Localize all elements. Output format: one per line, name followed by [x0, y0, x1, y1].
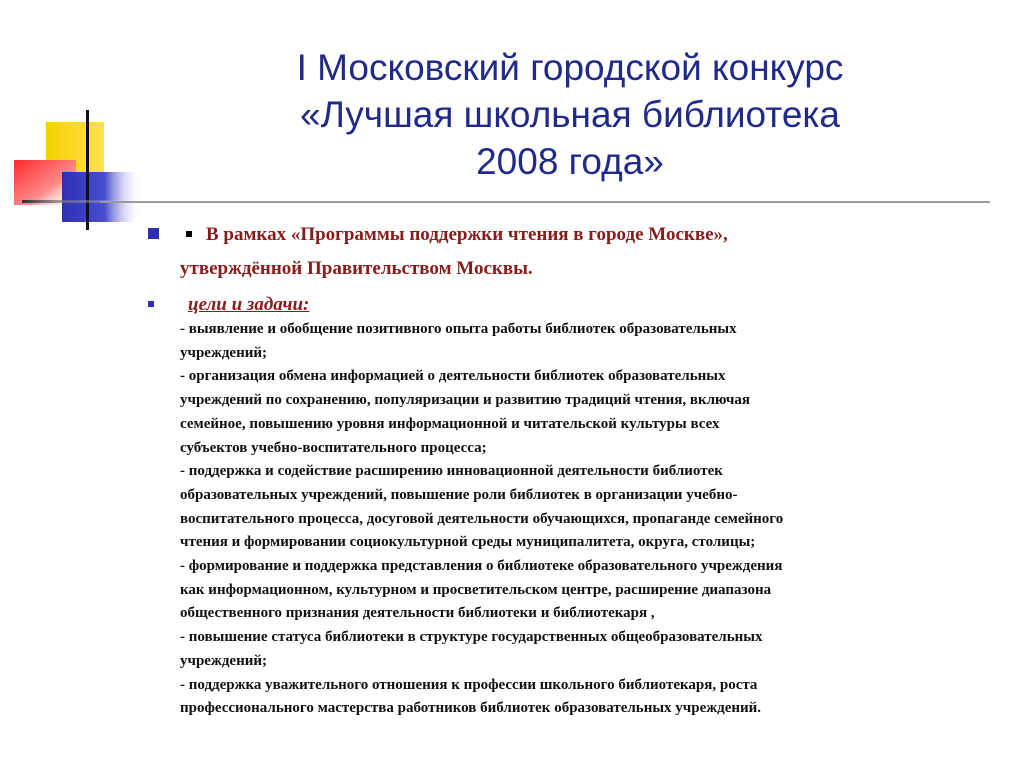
goal-line: - поддержка уважительного отношения к профессии школьного библиотекаря, роста [180, 676, 758, 693]
goal-line: учреждений по сохранению, популяризации и развитию традиций чтения, включая [180, 392, 750, 409]
title-divider [100, 201, 990, 203]
vertical-line [86, 110, 89, 230]
goal-line: как информационном, культурном и просветительском центре, расширение диапазона [180, 581, 772, 598]
goal-line: - организация обмена информацией о деятельности библиотек образовательных [180, 368, 726, 385]
goal-line: общественного признания деятельности библиотеки и библиотекаря , [180, 605, 655, 622]
title-line: I Московский городской конкурс [296, 47, 844, 88]
intro-bullet [142, 218, 1002, 286]
intro-line: утверждённой Правительством Москвы. [180, 258, 533, 279]
goal-line: - выявление и обобщение позитивного опыта работы библиотек образовательных [180, 321, 737, 337]
goals-list [180, 318, 1002, 721]
blue-square [62, 172, 140, 222]
goal-line: образовательных учреждений, повышение роли библиотек в организации учебно- [180, 486, 738, 503]
slide-body [142, 218, 1002, 721]
title-line: «Лучшая школьная библиотека [300, 94, 840, 135]
title-line: 2008 года» [476, 141, 664, 182]
bullet-square-icon [148, 228, 159, 239]
goal-line: профессионального мастерства работников библиотек образовательных учреждений. [180, 700, 762, 717]
goals-bullet [142, 292, 1002, 721]
goals-label: цели и задачи: [188, 294, 310, 315]
bullet-square-icon [148, 301, 154, 307]
goal-line: - формирование и поддержка представления о библиотеке образовательного учреждения [180, 558, 783, 575]
goal-line: чтения и формировании социокультурной среды муниципалитета, округа, столицы; [180, 534, 756, 551]
goal-line: - повышение статуса библиотеки в структуре государственных общеобразовательных [180, 629, 763, 646]
goal-line: учреждений; [180, 344, 268, 361]
bullet-dot-icon [186, 231, 192, 237]
goal-line: воспитательного процесса, досуговой деятельности обучающихся, пропаганде семейного [180, 510, 784, 527]
goal-line: субъектов учебно-воспитательного процесса; [180, 439, 487, 456]
goal-line: учреждений; [180, 652, 268, 669]
intro-line: В рамках «Программы поддержки чтения в городе Москве», [206, 224, 728, 245]
decorative-squares [0, 0, 140, 240]
goal-line: семейное, повышению уровня информационной и читательской культуры всех [180, 415, 720, 432]
goal-line: - поддержка и содействие расширению инновационной деятельности библиотек [180, 463, 723, 480]
slide-title [180, 44, 960, 185]
